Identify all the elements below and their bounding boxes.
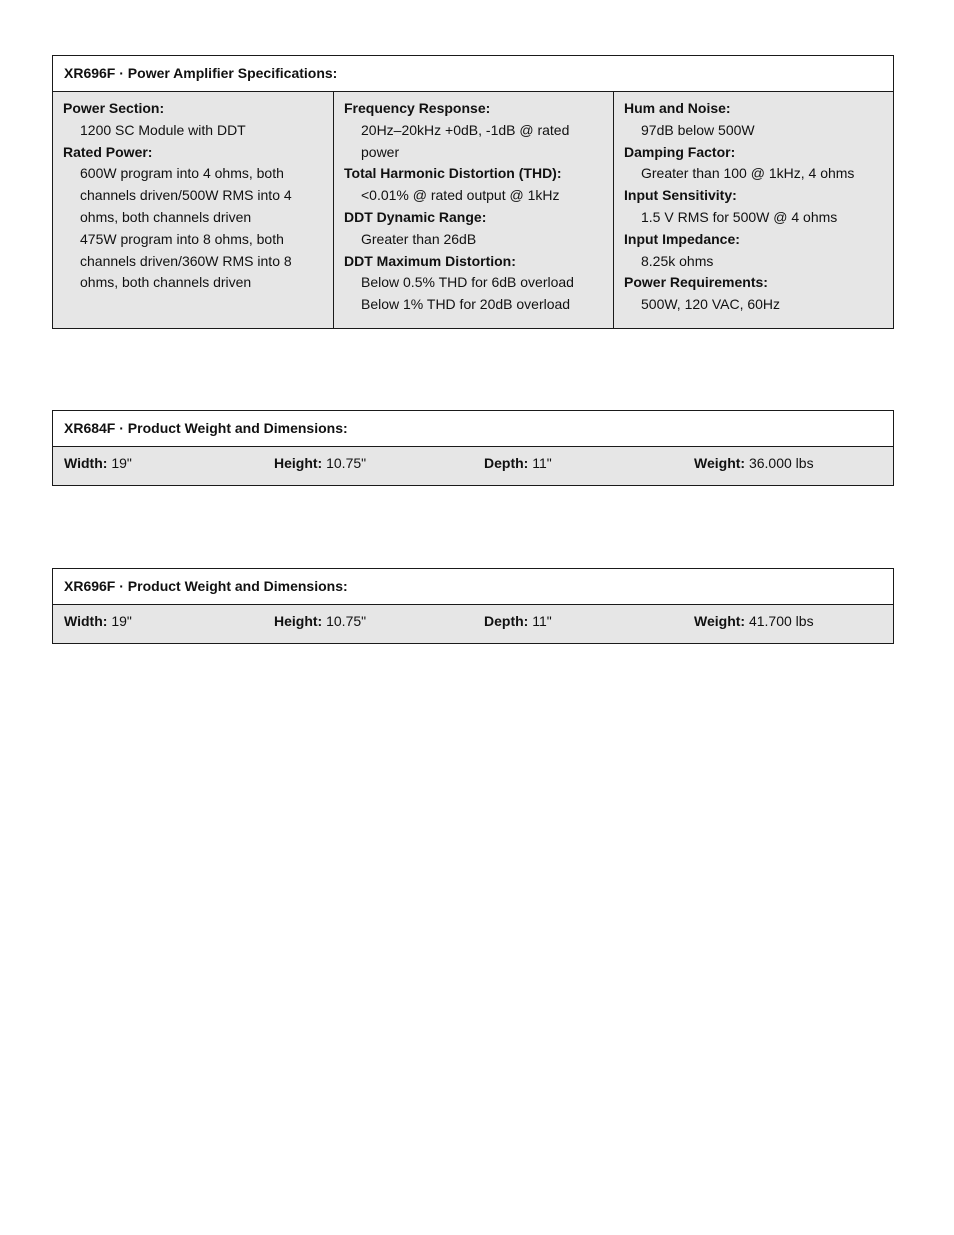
depth-label: Depth: bbox=[484, 455, 529, 471]
spec-label: Input Sensitivity: bbox=[624, 187, 737, 204]
amp-specs-column-3 bbox=[613, 92, 893, 328]
spec-value: 1.5 V RMS for 500W @ 4 ohms bbox=[641, 208, 838, 225]
weight-cell bbox=[683, 447, 893, 485]
width-cell bbox=[53, 447, 263, 485]
depth-label: Depth: bbox=[484, 613, 529, 629]
spec-value: 1200 SC Module with DDT bbox=[80, 121, 246, 138]
spec-value: 97dB below 500W bbox=[641, 121, 755, 138]
depth-value: 11" bbox=[532, 613, 552, 629]
weight-label: Weight: bbox=[694, 455, 746, 471]
height-label: Height: bbox=[274, 455, 323, 471]
height-value: 10.75" bbox=[326, 613, 367, 629]
spec-label: Power Requirements: bbox=[624, 274, 768, 291]
depth-cell bbox=[473, 447, 683, 485]
width-label: Width: bbox=[64, 455, 108, 471]
width-value: 19" bbox=[111, 613, 132, 629]
weight-value: 36.000 lbs bbox=[748, 455, 814, 471]
spec-value: Greater than 100 @ 1kHz, 4 ohms bbox=[641, 165, 855, 182]
spec-value: 600W program into 4 ohms, both channels driven/500W RMS into 4 ohms, both channels driven bbox=[80, 165, 292, 225]
height-label: Height: bbox=[274, 613, 323, 629]
height-value: 10.75" bbox=[326, 455, 367, 471]
amp-specs-table bbox=[52, 55, 894, 329]
dimensions-title: XR696F · Product Weight and Dimensions: bbox=[53, 569, 893, 605]
spec-label: Frequency Response: bbox=[344, 100, 491, 116]
spec-label: DDT Maximum Distortion: bbox=[344, 252, 516, 269]
amp-specs-body bbox=[53, 92, 893, 328]
height-cell bbox=[263, 605, 473, 643]
spec-value: Greater than 26dB bbox=[361, 230, 477, 247]
spec-value: 20Hz–20kHz +0dB, -1dB @ rated power bbox=[361, 121, 570, 160]
spec-value: Below 1% THD for 20dB overload bbox=[361, 296, 571, 313]
dimensions-title: XR684F · Product Weight and Dimensions: bbox=[53, 411, 893, 447]
amp-specs-title: XR696F · Power Amplifier Specifications: bbox=[53, 56, 893, 92]
spec-label: Hum and Noise: bbox=[624, 100, 731, 116]
spec-label: Total Harmonic Distortion (THD): bbox=[344, 165, 562, 182]
spec-value: 500W, 120 VAC, 60Hz bbox=[641, 296, 781, 313]
spec-value: 8.25k ohms bbox=[641, 252, 714, 269]
spec-label: Rated Power: bbox=[63, 143, 153, 160]
depth-cell bbox=[473, 605, 683, 643]
dimensions-table-xr684f bbox=[52, 410, 894, 486]
spec-value: Below 0.5% THD for 6dB overload bbox=[361, 274, 574, 291]
spec-label: Damping Factor: bbox=[624, 143, 736, 160]
spec-label: DDT Dynamic Range: bbox=[344, 208, 487, 225]
spec-label: Input Impedance: bbox=[624, 230, 740, 247]
spec-value: 475W program into 8 ohms, both channels driven/360W RMS into 8 ohms, both channels driven bbox=[80, 230, 292, 291]
width-cell bbox=[53, 605, 263, 643]
dimensions-row bbox=[53, 605, 893, 643]
weight-label: Weight: bbox=[694, 613, 746, 629]
width-value: 19" bbox=[111, 455, 132, 471]
amp-specs-column-1 bbox=[53, 92, 333, 328]
weight-cell bbox=[683, 605, 893, 643]
height-cell bbox=[263, 447, 473, 485]
amp-specs-column-2 bbox=[333, 92, 613, 328]
spec-label: Power Section: bbox=[63, 100, 165, 116]
dimensions-table-xr696f bbox=[52, 568, 894, 644]
width-label: Width: bbox=[64, 613, 108, 629]
dimensions-row bbox=[53, 447, 893, 485]
weight-value: 41.700 lbs bbox=[748, 613, 814, 629]
spec-value: <0.01% @ rated output @ 1kHz bbox=[361, 187, 560, 204]
depth-value: 11" bbox=[532, 455, 552, 471]
